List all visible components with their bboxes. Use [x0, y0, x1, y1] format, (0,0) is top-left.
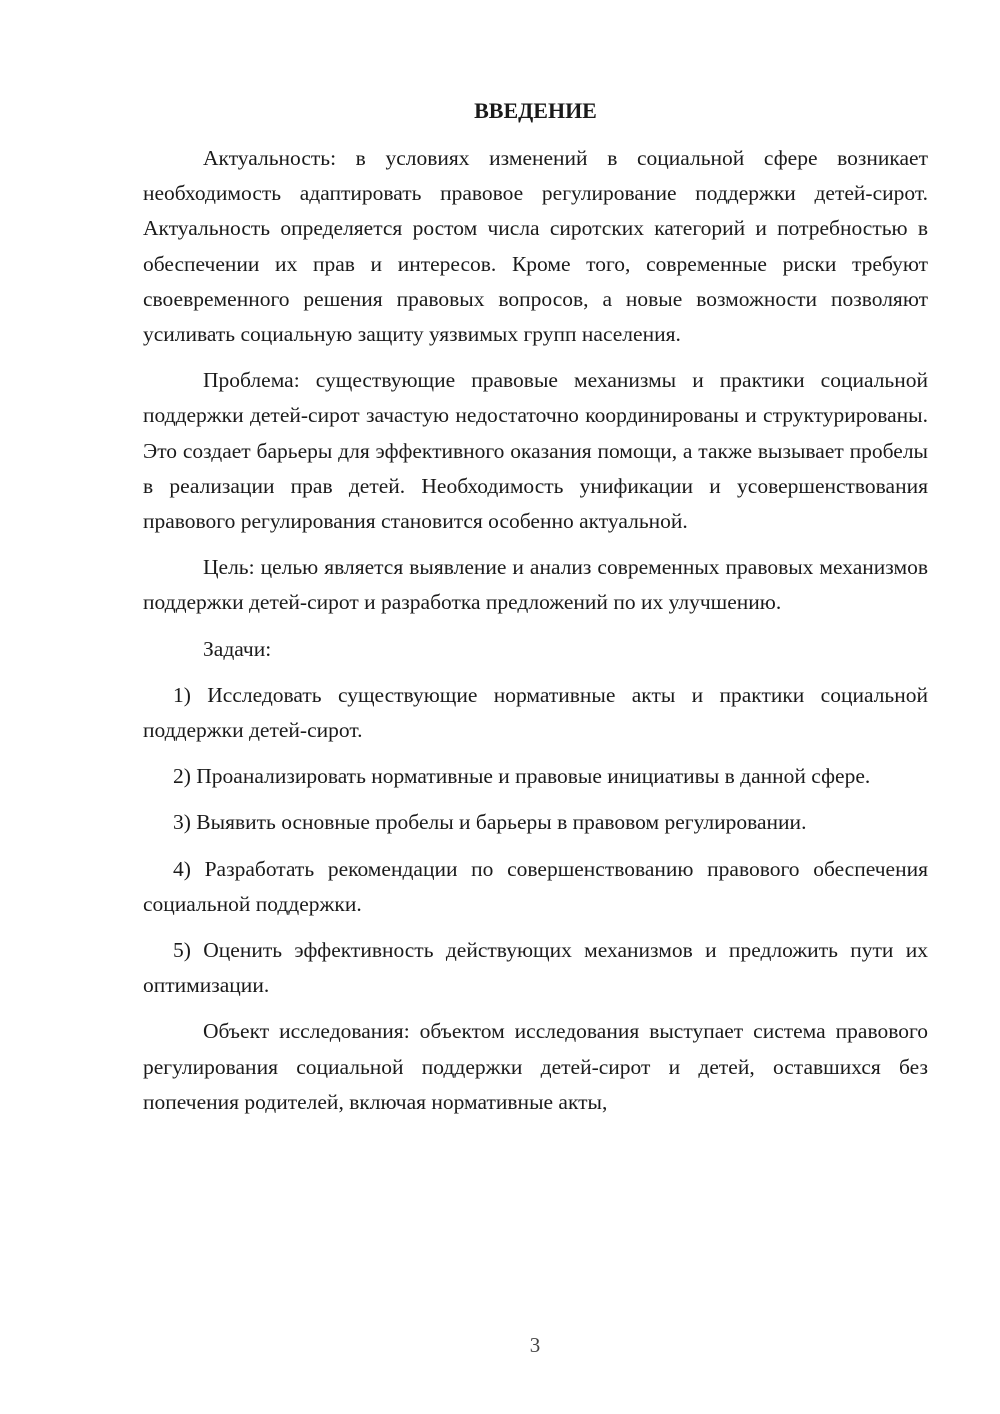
paragraph-goal: Цель: целью является выявление и анализ современных правовых механизмов поддержки детей-сирот и разработка предложений по их улучшению. — [143, 555, 928, 615]
document-body — [143, 141, 928, 1131]
tasks-label: Задачи: — [203, 636, 272, 661]
paragraph-relevance: Актуальность: в условиях изменений в социальной сфере возникает необходимость адаптировать правовое регулирование поддержки детей-сирот. Актуальность определяется ростом числа сиротских категорий и потребностью в обеспечении их прав и интересов. Кроме того, современные риски требуют своевременного решения правовых вопросов, а новые возможности позволяют усиливать социальную защиту уязвимых групп населения. — [143, 146, 928, 347]
task-item: 5) Оценить эффективность действующих механизмов и предложить пути их оптимизации. — [143, 938, 928, 998]
section-heading: ВВЕДЕНИЕ — [474, 98, 597, 123]
task-item: 4) Разработать рекомендации по совершенствованию правового обеспечения социальной поддержки. — [143, 856, 928, 916]
paragraph-problem: Проблема: существующие правовые механизмы и практики социальной поддержки детей-сирот зачастую недостаточно координированы и структурированы. Это создает барьеры для эффективного оказания помощи, а также вызывает пробелы в реализации прав детей. Необходимость унификации и усовершенствования правового регулирования становится особенно актуальной. — [143, 368, 928, 534]
task-item: 3) Выявить основные пробелы и барьеры в правовом регулировании. — [173, 810, 807, 835]
paragraph-object: Объект исследования: объектом исследования выступает система правового регулирования социальной поддержки детей-сирот и детей, оставшихся без попечения родителей, включая нормативные акты, — [143, 1019, 928, 1114]
task-item: 2) Проанализировать нормативные и правовые инициативы в данной сфере. — [173, 764, 871, 789]
page-number: 3 — [529, 1333, 541, 1357]
task-item: 1) Исследовать существующие нормативные акты и практики социальной поддержки детей-сирот. — [143, 682, 928, 743]
